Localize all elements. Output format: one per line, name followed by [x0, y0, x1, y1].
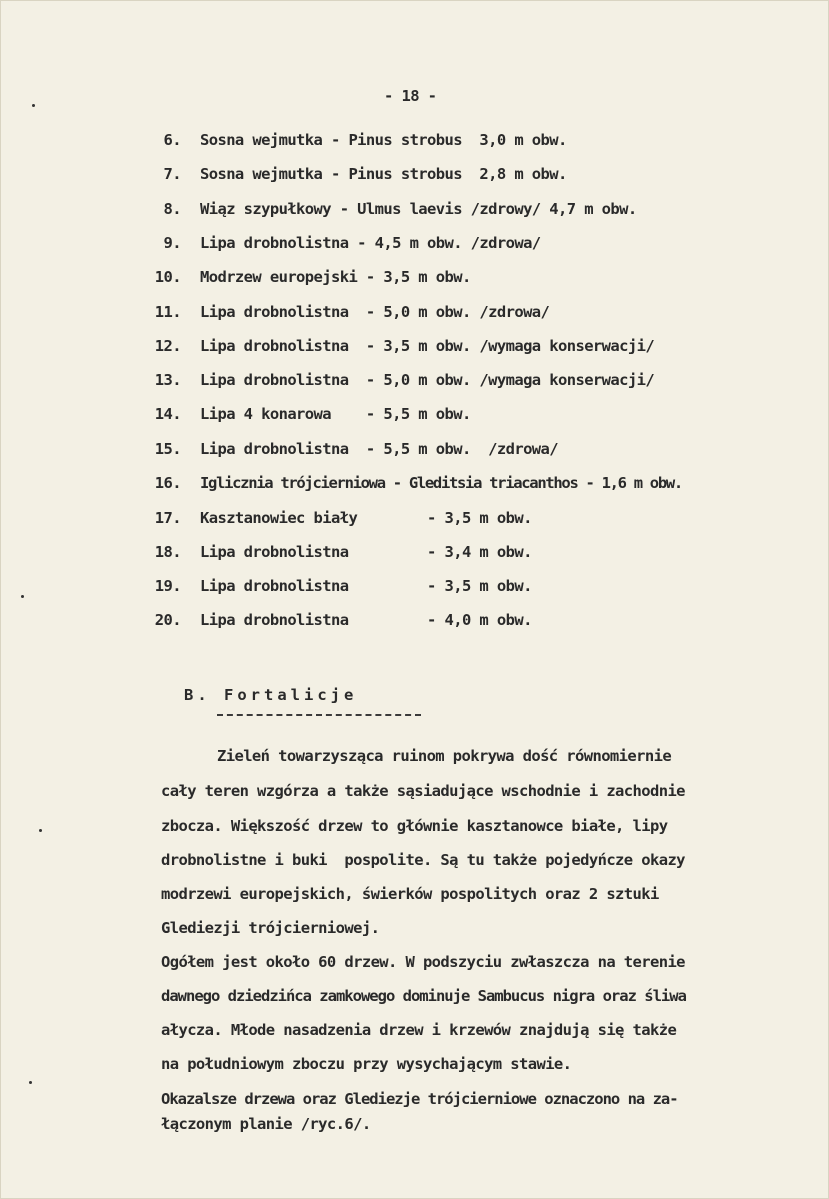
list-item-text: Iglicznia trójcierniowa - Gleditsia triacanthos - 1,6 m obw. [200, 474, 682, 492]
list-item-number: 17. [154, 509, 181, 527]
list-item-number: 20. [154, 611, 181, 629]
list-item-text: Lipa drobnolistna - 3,4 m obw. [200, 543, 532, 561]
list-item-number: 9. [163, 234, 181, 252]
punch-mark [39, 829, 42, 832]
list-item-text: Lipa drobnolistna - 5,5 m obw. /zdrowa/ [200, 440, 559, 458]
paragraph-line: łączonym planie /ryc.6/. [161, 1115, 371, 1133]
list-item-text: Lipa 4 konarowa - 5,5 m obw. [200, 405, 471, 423]
list-item-text: Lipa drobnolistna - 5,0 m obw. /zdrowa/ [200, 303, 550, 321]
paragraph-line: dawnego dziedzińca zamkowego dominuje Sambucus nigra oraz śliwa [161, 987, 686, 1005]
list-item-number: 14. [154, 405, 181, 423]
heading-underline [217, 714, 421, 716]
list-item-text: Wiąz szypułkowy - Ulmus laevis /zdrowy/ 4,7 m obw. [200, 200, 637, 218]
page-number: - 18 - [384, 87, 437, 105]
paragraph-line: ałycza. Młode nasadzenia drzew i krzewów znajdują się także [161, 1021, 677, 1039]
section-heading: B. Fortalicje [184, 686, 358, 704]
paragraph-line: Glediezji trójcierniowej. [161, 919, 380, 937]
list-item-number: 12. [154, 337, 181, 355]
paragraph-line: drobnolistne i buki pospolite. Są tu także pojedyńcze okazy [161, 851, 685, 869]
paragraph-line: Ogółem jest około 60 drzew. W podszyciu zwłaszcza na terenie [161, 953, 685, 971]
list-item-number: 11. [154, 303, 181, 321]
list-item-number: 7. [163, 165, 181, 183]
list-item-number: 16. [154, 474, 181, 492]
list-item-text: Lipa drobnolistna - 4,0 m obw. [200, 611, 532, 629]
list-item-number: 15. [154, 440, 181, 458]
paragraph-line: Okazalsze drzewa oraz Glediezje trójcierniowe oznaczono na za- [161, 1090, 678, 1108]
list-item-number: 10. [154, 268, 181, 286]
list-item-number: 18. [154, 543, 181, 561]
list-item-text: Lipa drobnolistna - 3,5 m obw. [200, 577, 532, 595]
list-item-text: Modrzew europejski - 3,5 m obw. [200, 268, 471, 286]
list-item-number: 19. [154, 577, 181, 595]
list-item-number: 6. [163, 131, 181, 149]
paragraph-line: modrzewi europejskich, świerków pospolitych oraz 2 sztuki [161, 885, 659, 903]
list-item-number: 13. [154, 371, 181, 389]
list-item-text: Sosna wejmutka - Pinus strobus 2,8 m obw. [200, 165, 567, 183]
list-item-number: 8. [163, 200, 181, 218]
list-item-text: Sosna wejmutka - Pinus strobus 3,0 m obw. [200, 131, 567, 149]
punch-mark [29, 1081, 32, 1084]
paragraph-line: na południowym zboczu przy wysychającym stawie. [161, 1055, 572, 1073]
list-item-text: Lipa drobnolistna - 3,5 m obw. /wymaga konserwacji/ [200, 337, 655, 355]
paragraph-line: cały teren wzgórza a także sąsiadujące wschodnie i zachodnie [161, 782, 685, 800]
list-item-text: Lipa drobnolistna - 5,0 m obw. /wymaga konserwacji/ [200, 371, 655, 389]
punch-mark [32, 104, 35, 107]
list-item-text: Kasztanowiec biały - 3,5 m obw. [200, 509, 532, 527]
list-item-text: Lipa drobnolistna - 4,5 m obw. /zdrowa/ [200, 234, 541, 252]
punch-mark [21, 595, 24, 598]
paragraph-line: Zieleń towarzysząca ruinom pokrywa dość równomiernie [217, 747, 672, 765]
paragraph-line: zbocza. Większość drzew to głównie kasztanowce białe, lipy [161, 817, 668, 835]
